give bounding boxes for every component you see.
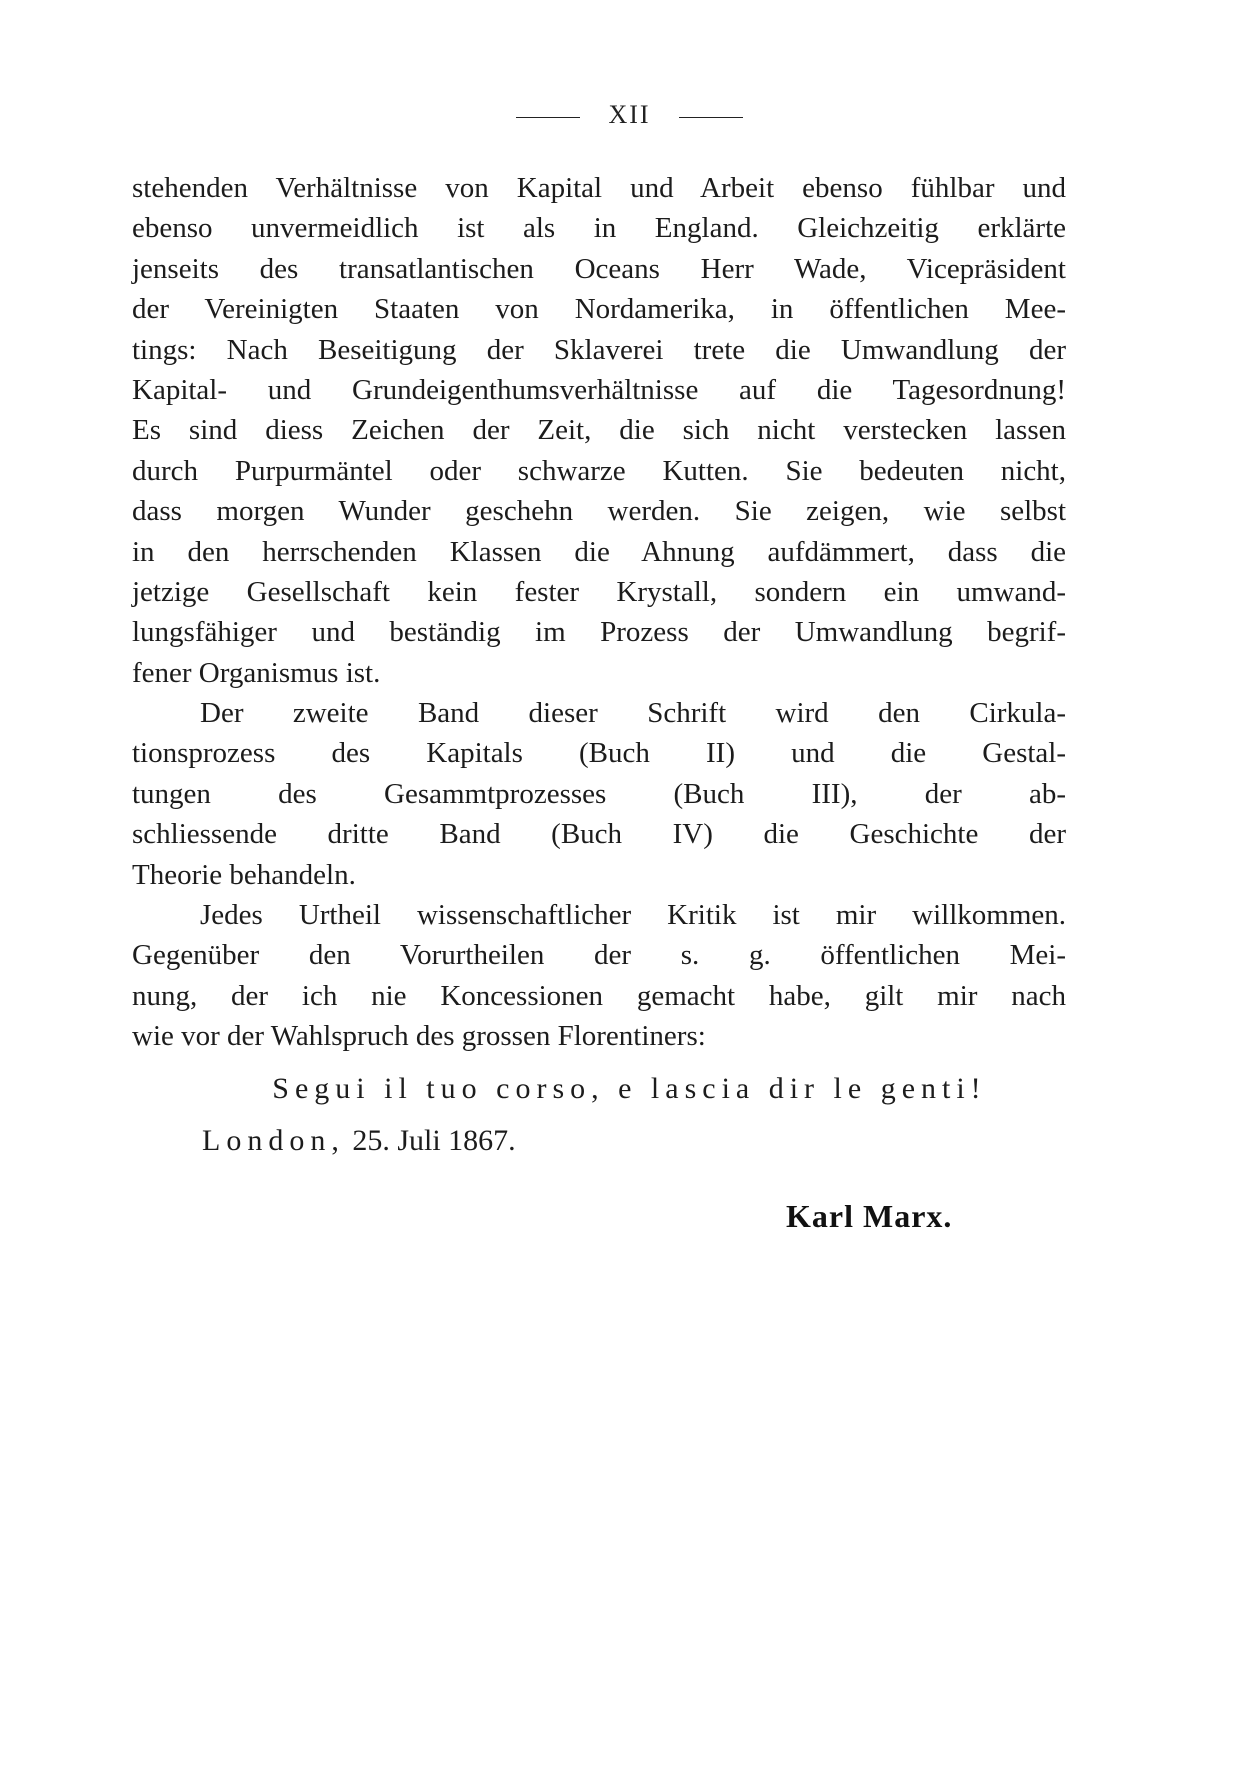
text-line: wie vor der Wahlspruch des grossen Florentiners: [132,1020,706,1053]
right-rule [679,117,743,118]
text-line: dass morgen Wunder geschehn werden. Sie zeigen, wie selbst [132,495,1066,528]
text-line: der Vereinigten Staaten von Nordamerika, in öffentlichen Mee- [132,293,1066,326]
body-text [132,168,1066,1057]
text-line: jenseits des transatlantischen Oceans Herr Wade, Vicepräsident [132,252,1066,285]
motto: Segui il tuo corso, e lascia dir le genti! [272,1072,987,1105]
text-line: stehenden Verhältnisse von Kapital und Arbeit ebenso fühlbar und [132,172,1066,204]
text-line: tungen des Gesammtprozesses (Buch III), der ab- [132,777,1066,810]
text-line: tings: Nach Beseitigung der Sklaverei trete die Umwandlung der [132,333,1066,366]
dateline [202,1124,516,1158]
text-line: Der zweite Band dieser Schrift wird den Cirkula- [200,697,1066,730]
dateline-city: London, [202,1124,345,1157]
dateline-date: 25. Juli 1867. [352,1124,516,1157]
signature: Karl Marx. [786,1198,953,1234]
text-line: lungsfähiger und beständig im Prozess der Umwandlung begrif- [132,616,1066,649]
text-line: nung, der ich nie Koncessionen gemacht habe, gilt mir nach [132,979,1066,1012]
text-line: ebenso unvermeidlich ist als in England. Gleichzeitig erklärte [132,212,1066,245]
left-rule [516,117,580,118]
text-line: Es sind diess Zeichen der Zeit, die sich nicht verstecken lassen [132,414,1066,447]
text-line: in den herrschenden Klassen die Ahnung aufdämmert, dass die [132,535,1066,568]
text-line: schliessende dritte Band (Buch IV) die Geschichte der [132,818,1066,851]
running-head [0,100,1259,130]
text-line: Gegenüber den Vorurtheilen der s. g. öffentlichen Mei- [132,939,1066,972]
text-line: Jedes Urtheil wissenschaftlicher Kritik ist mir willkommen. [200,899,1066,932]
text-line: jetzige Gesellschaft kein fester Krystall, sondern ein umwand- [132,575,1066,608]
text-line: durch Purpurmäntel oder schwarze Kutten. Sie bedeuten nicht, [132,454,1066,487]
page-number: XII [608,100,651,129]
text-line: tionsprozess des Kapitals (Buch II) und die Gestal- [132,737,1066,770]
text-line: fener Organismus ist. [132,656,381,689]
text-line: Kapital- und Grundeigenthumsverhältnisse auf die Tagesordnung! [132,373,1066,406]
text-line: Theorie behandeln. [132,858,356,891]
